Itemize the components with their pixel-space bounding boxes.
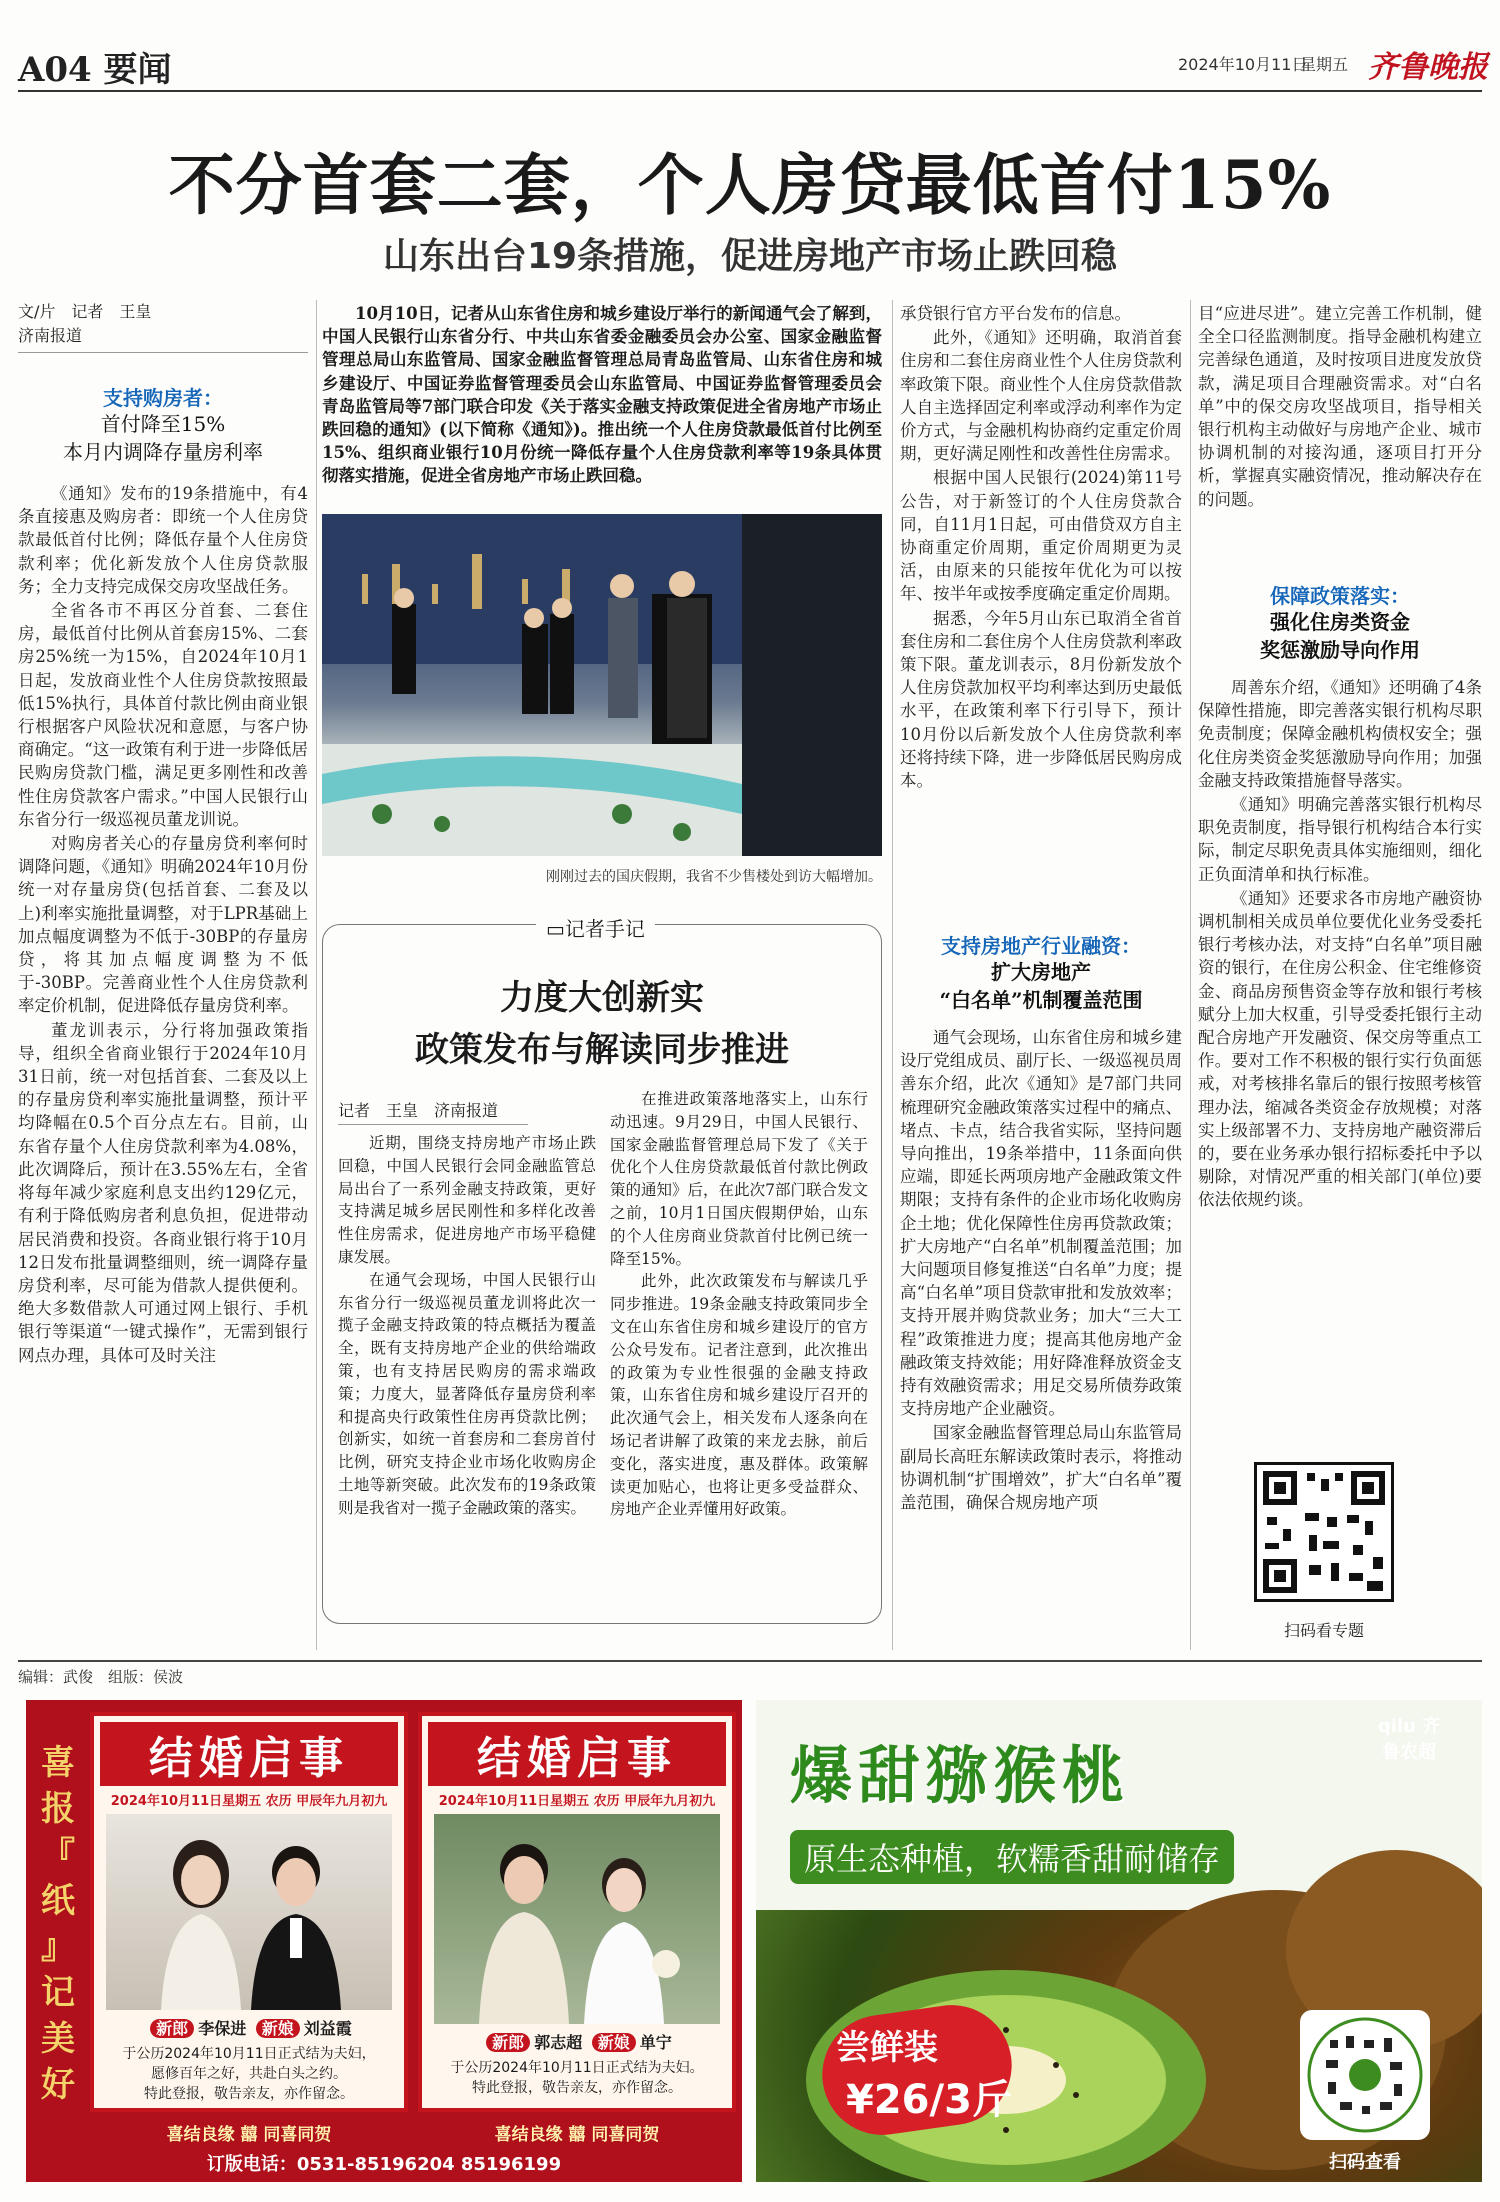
gregorian-date: 2024年10月11日星期五 (110, 1794, 262, 1809)
note-byline: 记者 王皇 济南报道 (338, 1101, 499, 1120)
groom-tag: 新郎 (486, 2033, 530, 2052)
left-column-body (18, 482, 308, 1652)
paragraph: 《通知》还要求各市房地产融资协调机制相关成员单位要优化业务受委托银行考核办法，对支持“白名单”项目融资的银行，在住房公积金、住宅维修资金、商品房预售资金等存放和银行考核赋分上加大权重，引导受委托银行主动配合房地产开发融资、保交房等重点工作。要对工作不积极的银行实行负面惩戒，对考核排名靠后的银行按照考核管理办法，缩减各类资金存放规模；对落实上级部署不力、支持房地产融资滞后的，要在业务承办银行招标委托中予以剔除，对情况严重的相关部门(单位)要依法依规约谈。 (1198, 888, 1482, 1210)
lunar-tag: 农历 (593, 1794, 620, 1809)
lunar-date: 甲辰年九月初九 (296, 1794, 388, 1809)
wedding-line: 愿修百年之好，共赴白头之约。 (151, 2066, 347, 2082)
section-head-line2: 本月内调降存量房利率 (63, 440, 263, 464)
column-divider (892, 300, 893, 1650)
slogan-char: 喜 (41, 1743, 75, 1783)
reporter-note-tag (536, 913, 655, 942)
byline-divider (18, 352, 308, 353)
note-title-line1: 力度大创新实 (500, 978, 704, 1018)
paragraph: 对购房者关心的存量房贷利率何时调降问题，《通知》明确2024年10月份统一对存量房贷(包括首套、二套及以上)利率实施批量调整，对于LPR基础上加点幅度调整为不低于-30BP的存量房贷，将其加点幅度调整为不低于-30BP。完善商业性个人住房贷款利率定价机制，促进降低存量房贷利率。 (18, 834, 308, 1016)
lead-text: 10月10日，记者从山东省住房和城乡建设厅举行的新闻通气会了解到，中国人民银行山东省分行、中共山东省委金融委员会办公室、国家金融监督管理总局山东监管局、国家金融监督管理总局青岛监管局、山东省住房和城乡建设厅、中国证券监督管理委员会山东监管局、中国证券监督管理委员会青岛监管局等7部门联合印发《关于落实金融支持政策促进全省房地产市场止跌回稳的通知》(以下简称《通知》)。推出统一个人住房贷款最低首付比例至15%、组织商业银行10月份统一降低存量个人住房贷款利率等19条具体贯彻落实措施，促进全省房地产市场止跌回稳。 (322, 304, 882, 486)
note-byline-rule (338, 1124, 528, 1125)
slogan-char: 报 (41, 1789, 75, 1829)
kiwi-qr-code[interactable] (1300, 2010, 1430, 2140)
paragraph: 通气会现场，山东省住房和城乡建设厅党组成员、副厅长、一级巡视员周善东介绍，此次《通知》是7部门共同梳理研究金融政策落实过程中的痛点、堵点、卡点，结合我省实际，坚持问题导向推出，19条举措中，11条面向供应端，即延长两项房地产金融政策文件期限；支持有条件的企业市场化收购房企土地；优化保障性住房再贷款政策；扩大房地产“白名单”机制覆盖范围；加大问题项目修复推送“白名单”力度；提高“白名单”项目贷款审批和发放效率；支持开展并购贷款业务；加大“三大工程”政策推进力度；提高其他房地产金融政策支持效能；用好降准释放资金支持有效融资需求；用足交易所债券政策支持房地产企业融资。 (900, 1028, 1182, 1419)
photo-caption: 刚刚过去的国庆假期，我省不少售楼处到访大幅增加。 (546, 869, 882, 885)
paragraph: 此外，此次政策发布与解读几乎同步推进。19条金融支持政策同步全文在山东省住房和城乡建设厅的官方公众号发布。记者注意到，此次推出的政策为专业性很强的金融支持政策，山东省住房和城乡建设厅召开的此次通气会上，相关发布人逐条向在场记者讲解了政策的来龙去脉，前后变化，落实进度，惠及群体。政策解读更加贴心，也将让更多受益群众、房地产企业弄懂用好政策。 (610, 1272, 868, 1519)
paragraph: 此外，《通知》还明确，取消首套住房和二套住房商业性个人住房贷款利率政策下限。商业性个人住房贷款借款人自主选择固定利率或浮动利率作为定价方式，与金融机构协商约定重定价周期，更好满足刚性和改善性住房需求。 (900, 328, 1182, 464)
wedding-line: 于公历2024年10月11日正式结为夫妇。 (450, 2060, 704, 2076)
sub-headline: 山东出台19条措施，促进房地产市场止跌回稳 (382, 236, 1118, 277)
kiwi-ad-subtitle: 原生态种植，软糯香甜耐储存 (790, 1830, 1234, 1884)
col4-body-bottom (1198, 676, 1482, 1446)
paragraph: 《通知》明确完善落实银行机构尽职免责制度，指导银行机构结合本行实际，制定尽职免责具体实施细则，细化正负面清单和执行标准。 (1198, 795, 1482, 884)
kiwi-scan-label: 扫码查看 (1329, 2152, 1401, 2173)
paragraph: 在通气会现场，中国人民银行山东省分行一级巡视员董龙训将此次一揽子金融支持政策的特点概括为覆盖全，既有支持房地产企业的供给端政策，也有支持居民购房的需求端政策；力度大，显著降低存量房贷利率和提高央行政策性住房再贷款比例；创新实，如统一首套房和二套房首付比例，研究支持企业市场化收购房企土地等新突破。此次发布的19条政策则是我省对一揽子金融政策的落实。 (338, 1270, 596, 1517)
note-tag-label: 记者手记 (564, 917, 645, 941)
bride-tag: 新娘 (592, 2033, 636, 2052)
wedding-footer-2: 喜结良缘 囍 同喜同贺 (494, 2125, 660, 2145)
paragraph: 董龙训表示，分行将加强政策指导，组织全省商业银行于2024年10月31日前，统一对包括首套、二套及以上的存量房贷利率实施批量调整，预计平均降幅在0.5个百分点左右。目前，山东省存量个人住房贷款利率为4.08%，此次调降后，预计在3.55%左右，全省将每年减少家庭利息支出约129亿元，有利于降低购房者利息负担，促进带动居民消费和投资。各商业银行将于10月12日发布批量调整细则，统一调降存量房贷利率，尽可能为借款人提供便利。绝大多数借款人可通过网上银行、手机银行等渠道“一键式操作”，无需到银行网点办理，具体可及时关注 (18, 1020, 308, 1365)
wedding-card-title: 结婚启事 (428, 1722, 726, 1786)
section-kicker-industry: 支持房地产行业融资： (941, 934, 1141, 958)
column-divider (316, 300, 317, 1650)
col3-body-top (900, 302, 1182, 912)
ad-side-slogan (30, 1740, 86, 2108)
paragraph: 近期，围绕支持房地产市场止跌回稳，中国人民银行会同金融监管总局出台了一系列金融支持政策，更好支持满足城乡居民刚性和多样化改善性住房需求，促进房地产市场平稳健康发展。 (338, 1134, 596, 1266)
wedding-card-title: 结婚启事 (100, 1722, 398, 1786)
col3-body-bottom (900, 1026, 1182, 1646)
qr-pattern (1300, 2010, 1430, 2140)
lead-paragraph (322, 302, 882, 488)
wedding-text-2 (422, 2058, 732, 2098)
page-section-label: A04 要闻 (18, 50, 172, 90)
photo-illustration (322, 514, 882, 856)
wedding-footer-1: 喜结良缘 囍 同喜同贺 (166, 2125, 332, 2145)
wedding-line: 特此登报，敬告亲友，亦作留念。 (144, 2086, 354, 2102)
section-kicker-buyers: 支持购房者： (103, 386, 223, 410)
price-badge-label: 尝鲜装 (836, 2028, 938, 2068)
news-photo-sales-office (322, 514, 882, 856)
footer-divider (18, 1660, 1482, 1662)
byline-location: 济南报道 (18, 326, 83, 345)
section-head-line2: “白名单”机制覆盖范围 (939, 988, 1143, 1012)
byline-reporter: 文/片 记者 王皇 (18, 302, 152, 321)
slogan-char: 美 (41, 2019, 75, 2059)
lunar-tag: 农历 (265, 1794, 292, 1809)
bride-tag: 新娘 (256, 2019, 300, 2038)
qilu-brand-logo: qilu 齐鲁农超 (1377, 1716, 1441, 1763)
main-headline: 不分首套二套，个人房贷最低首付15% (168, 146, 1332, 224)
paragraph: 承贷银行官方平台发布的信息。 (900, 304, 1131, 323)
issue-weekday: 星期五 (1300, 55, 1349, 74)
slogan-char: 记 (41, 1973, 75, 2013)
couple-photo-2 (434, 1814, 720, 2024)
couple-names-2 (422, 2030, 732, 2053)
editor-credit: 编辑：武俊 组版：侯波 (18, 1668, 184, 1686)
wedding-date (422, 1790, 732, 1809)
couple-names-1 (94, 2016, 404, 2039)
bride-name: 单宁 (639, 2033, 672, 2052)
slogan-char: 』 (41, 1927, 75, 1967)
paragraph: 《通知》发布的19条措施中，有4条直接惠及购房者：即统一个人住房贷款最低首付比例；降低存量个人住房贷款利率；优化新发放个人住房贷款服务；全力支持完成保交房攻坚战任务。 (18, 484, 308, 596)
qr-code-label: 扫码看专题 (1283, 1621, 1364, 1640)
section-head-line1: 首付降至15% (100, 412, 226, 436)
couple-photo-1 (106, 1814, 392, 2010)
paragraph: 根据中国人民银行(2024)第11号公告，对于新签订的个人住房贷款合同，自11月1日起，可由借贷双方自主协商重定价周期，重定价周期更为灵活，由原来的只能按年优化为可以按年、按半年或按季度确定重定价周期。 (900, 468, 1182, 604)
note-column-2 (610, 1088, 868, 1612)
notebook-icon: ▭ (546, 917, 565, 941)
note-column-1 (338, 1132, 596, 1612)
section-kicker-guarantee: 保障政策落实： (1270, 584, 1410, 608)
section-head-line1: 扩大房地产 (991, 960, 1091, 984)
booking-phone: 订版电话：0531-85196204 85196199 (206, 2154, 562, 2175)
groom-name: 李保进 (198, 2019, 247, 2038)
paragraph: 国家金融监督管理总局山东监管局副局长高旺东解读政策时表示，将推动协调机制“扩围增效”，扩大“白名单”覆盖范围，确保合规房地产项 (900, 1423, 1182, 1513)
couple-illustration (106, 1814, 392, 2010)
wedding-text-1 (94, 2044, 404, 2104)
bride-name: 刘益霞 (303, 2019, 352, 2038)
paragraph: 全省各市不再区分首套、二套住房，最低首付比例从首套房15%、二套房25%统一为15%，自2024年10月1日起，发放商业性个人住房贷款按照最低15%执行，具体首付款比例由商业银行根据客户风险状况和意愿，与客户协商确定。“这一政策有利于进一步降低居民购房贷款门槛，满足更多刚性和改善性住房贷款客户需求。”中国人民银行山东省分行一级巡视员董龙训说。 (18, 601, 308, 829)
groom-tag: 新郎 (150, 2019, 194, 2038)
issue-date: 2024年10月11日 (1178, 55, 1308, 74)
lunar-date: 甲辰年九月初九 (624, 1794, 716, 1809)
slogan-char: 『 (41, 1835, 75, 1875)
qr-pattern (1257, 1465, 1391, 1599)
header-divider (18, 90, 1482, 92)
wedding-line: 于公历2024年10月11日正式结为夫妇， (122, 2046, 376, 2062)
couple-illustration (434, 1814, 720, 2024)
price-badge-price: ¥26/3斤 (846, 2077, 1012, 2123)
slogan-char: 纸 (41, 1881, 75, 1921)
newspaper-logo: 齐鲁晚报 (1368, 50, 1488, 85)
groom-name: 郭志超 (534, 2033, 583, 2052)
qr-code-topic[interactable] (1254, 1462, 1394, 1602)
paragraph: 据悉，今年5月山东已取消全省首套住房和二套住房个人住房贷款利率政策下限。董龙训表示，8月份新发放个人住房贷款加权平均利率达到历史最低水平，在政策利率下行引导下，预计10月份以后新发放个人住房贷款利率还将持续下降，进一步降低居民购房成本。 (900, 608, 1182, 791)
paragraph: 在推进政策落地落实上，山东行动迅速。9月29日，中国人民银行、国家金融监督管理总局下发了《关于优化个人住房贷款最低首付款比例政策的通知》后，在此次7部门联合发文之前，10月1日国庆假期伊始，山东的个人住房商业贷款首付比例已统一降至15%。 (610, 1090, 868, 1268)
wedding-line: 特此登报，敬告亲友，亦作留念。 (472, 2080, 682, 2096)
col4-body-top (1198, 302, 1482, 562)
section-head-line2: 奖惩激励导向作用 (1260, 638, 1420, 662)
section-head-line1: 强化住房类资金 (1270, 610, 1410, 634)
slogan-char: 好 (41, 2065, 75, 2105)
paragraph: 周善东介绍，《通知》还明确了4条保障性措施，即完善落实银行机构尽职免责制度；保障金融机构债权安全；强化住房类资金奖惩激励导向作用；加强金融支持政策措施督导落实。 (1198, 678, 1482, 790)
wedding-date (94, 1790, 404, 1809)
paragraph: 目“应进尽进”。建立完善工作机制，健全全口径监测制度。指导金融机构建立完善绿色通道，及时按项目进度发放贷款，满足项目合理融资需求。对“白名单”中的保交房攻坚战项目，指导相关银行机构主动做好与房地产企业、城市协调机制的对接沟通，逐项目打开分析，掌握真实融资情况，推动解决存在的问题。 (1198, 304, 1482, 509)
note-title-line2: 政策发布与解读同步推进 (415, 1030, 789, 1070)
gregorian-date: 2024年10月11日星期五 (438, 1794, 590, 1809)
kiwi-ad-title: 爆甜猕猴桃 (790, 1739, 1131, 1812)
column-divider (1190, 300, 1191, 1650)
